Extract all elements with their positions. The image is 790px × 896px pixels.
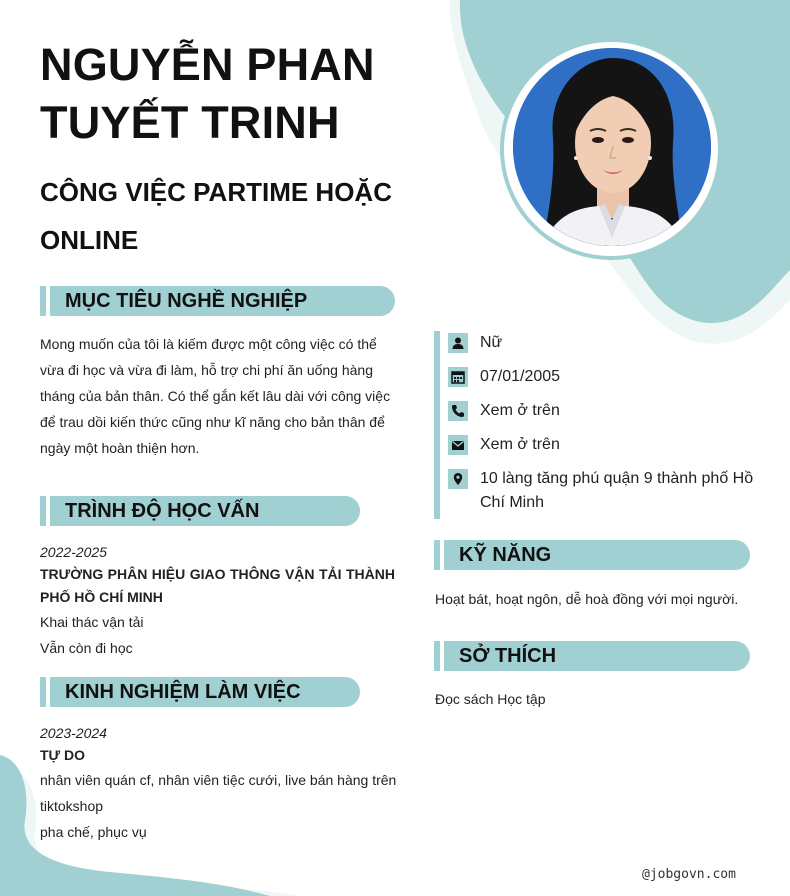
phone-value: Xem ở trên (480, 402, 560, 419)
section-title-education-label: TRÌNH ĐỘ HỌC VẤN (50, 496, 360, 526)
skills-text: Hoạt bát, hoạt ngôn, dễ hoà đồng với mọi người. (435, 591, 739, 607)
section-title-hobbies (434, 641, 750, 671)
footer-watermark: @jobgovn.com (642, 867, 736, 882)
section-title-experience (40, 677, 360, 707)
section-title-objective (40, 286, 395, 316)
info-email (448, 433, 764, 467)
experience-company: TỰ DO (40, 747, 86, 763)
mail-icon (448, 435, 468, 455)
experience-description: pha chế, phục vụ (40, 824, 147, 840)
info-gender (448, 331, 764, 365)
candidate-name: NGUYỄN PHAN TUYẾT TRINH (40, 39, 375, 148)
section-title-hobbies-label: SỞ THÍCH (444, 641, 750, 671)
location-pin-icon (448, 469, 468, 489)
education-status: Vẫn còn đi học (40, 640, 133, 656)
info-phone (448, 399, 764, 433)
birthday-value: 07/01/2005 (480, 368, 561, 385)
experience-entry (40, 722, 400, 845)
desired-position: CÔNG VIỆC PARTIME HOẶC ONLINE (40, 177, 392, 255)
calendar-icon (448, 367, 468, 387)
section-title-objective-label: MỤC TIÊU NGHỀ NGHIỆP (50, 286, 395, 316)
hobbies-text: Đọc sách Học tập (435, 691, 546, 707)
user-icon (448, 333, 468, 353)
avatar (513, 48, 711, 246)
info-address (448, 467, 764, 515)
education-school: TRƯỜNG PHÂN HIỆU GIAO THÔNG VẬN TẢI THÀNH PHỐ HỒ CHÍ MINH (40, 566, 395, 605)
section-title-skills (434, 540, 750, 570)
address-value: 10 làng tăng phú quận 9 thành phố Hồ Chí Minh (480, 470, 754, 511)
portrait-photo (513, 48, 711, 246)
personal-info (434, 331, 764, 519)
section-title-experience-label: KINH NGHIỆM LÀM VIỆC (50, 677, 360, 707)
info-birthday (448, 365, 764, 399)
education-period: 2022-2025 (40, 544, 107, 560)
experience-role: nhân viên quán cf, nhân viên tiệc cưới, live bán hàng trên tiktokshop (40, 772, 397, 814)
section-title-education (40, 496, 360, 526)
email-value: Xem ở trên (480, 436, 560, 453)
experience-period: 2023-2024 (40, 725, 107, 741)
section-title-skills-label: KỸ NĂNG (444, 540, 750, 570)
education-major: Khai thác vận tải (40, 614, 144, 630)
gender-value: Nữ (480, 334, 503, 351)
objective-text: Mong muốn của tôi là kiếm được một công việc có thể vừa đi học và vừa đi làm, hỗ trợ chi phí ăn uống hàng tháng của bản thân. Có thể gắn kết lâu dài với công việc để trau dồi kiến thức cũng như kĩ năng cho bản thân để ngày một hoàn thiện hơn. (40, 336, 391, 456)
education-entry (40, 541, 395, 661)
phone-icon (448, 401, 468, 421)
